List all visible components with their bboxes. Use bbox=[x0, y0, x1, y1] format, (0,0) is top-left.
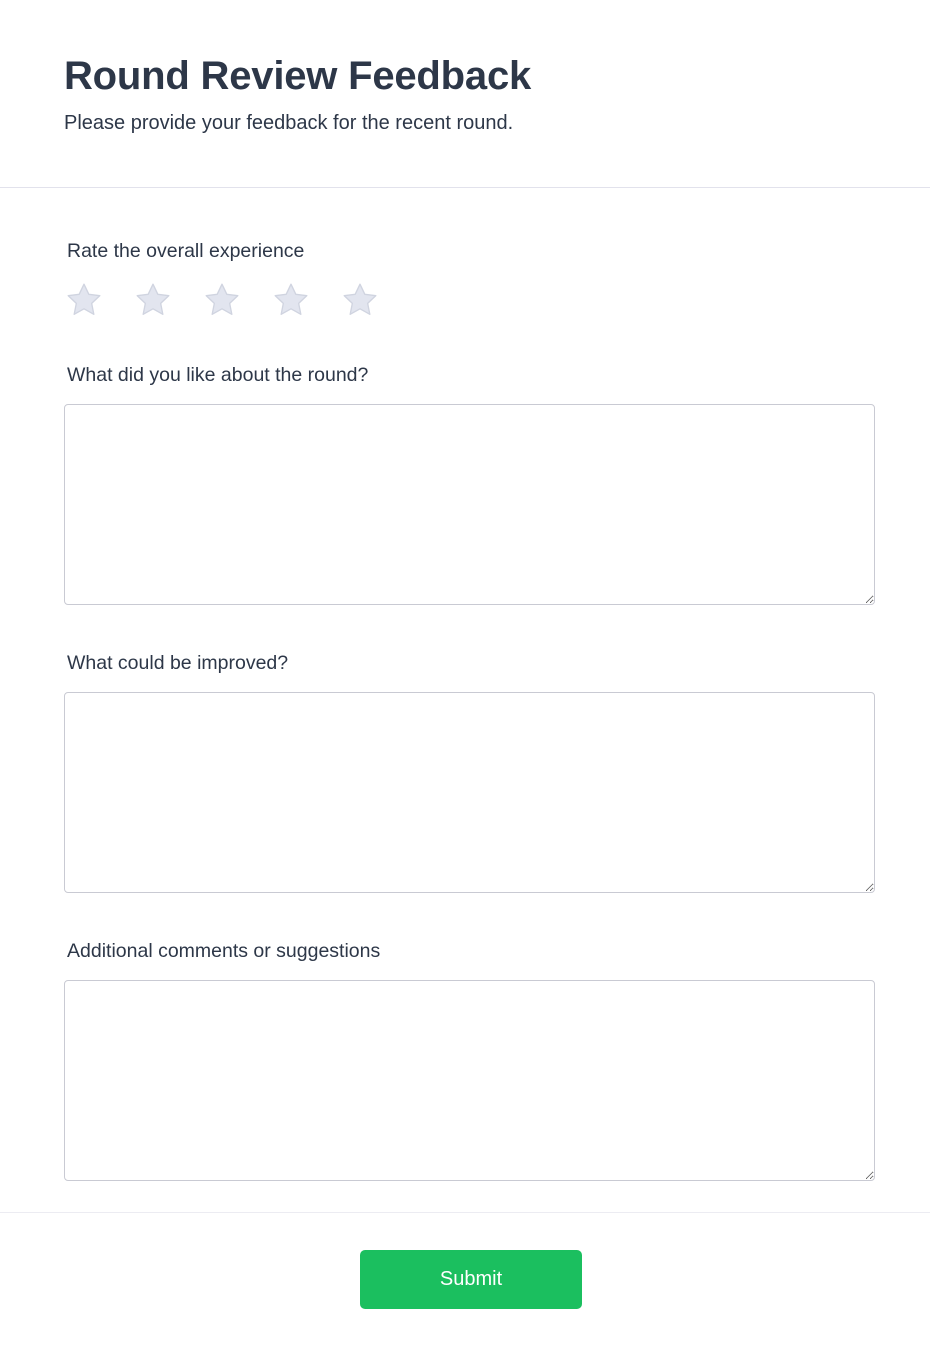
liked-label: What did you like about the round? bbox=[67, 364, 369, 386]
page-title: Round Review Feedback bbox=[64, 54, 532, 98]
liked-textarea[interactable] bbox=[64, 404, 875, 605]
star-rating bbox=[64, 280, 409, 320]
star-icon-4[interactable] bbox=[271, 280, 311, 320]
page-header bbox=[0, 0, 930, 188]
improve-textarea[interactable] bbox=[64, 692, 875, 893]
star-icon-1[interactable] bbox=[64, 280, 104, 320]
star-icon-5[interactable] bbox=[340, 280, 380, 320]
footer-divider bbox=[0, 1212, 930, 1213]
comments-textarea[interactable] bbox=[64, 980, 875, 1181]
comments-label: Additional comments or suggestions bbox=[67, 940, 381, 962]
submit-button[interactable]: Submit bbox=[360, 1250, 582, 1309]
improve-label: What could be improved? bbox=[67, 652, 289, 674]
star-icon-2[interactable] bbox=[133, 280, 173, 320]
rating-label: Rate the overall experience bbox=[67, 240, 305, 262]
page-subtitle: Please provide your feedback for the recent round. bbox=[64, 112, 514, 134]
star-icon-3[interactable] bbox=[202, 280, 242, 320]
